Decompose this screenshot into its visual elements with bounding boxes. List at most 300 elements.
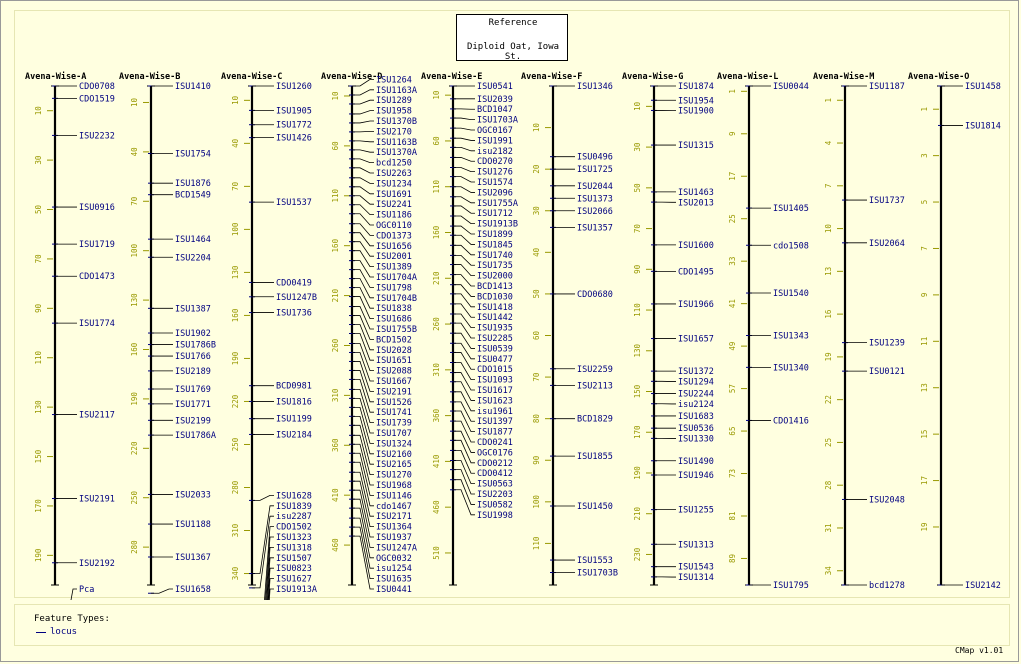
locus-label: BCD0981 xyxy=(276,381,312,392)
map-tick-label: 19 xyxy=(920,522,929,532)
locus-label: ISU1318 xyxy=(276,543,312,554)
map-tick-label: 100 xyxy=(231,222,240,237)
map-tick-label: 70 xyxy=(231,181,240,191)
map-title: Avena-Wise-C xyxy=(221,72,283,82)
locus-label: BCD1413 xyxy=(477,282,513,293)
locus-connector xyxy=(352,111,374,114)
locus-label: ISU1719 xyxy=(79,240,115,251)
locus-label: ISU1463 xyxy=(678,187,714,198)
reference-title: Reference xyxy=(488,18,538,28)
map-tick-label: 510 xyxy=(432,546,441,560)
locus-label: ISU1667 xyxy=(376,377,412,387)
map-tick-label: 160 xyxy=(130,342,139,357)
locus-connector xyxy=(352,168,374,173)
locus-label: ISU1340 xyxy=(773,363,809,374)
locus-label: ISU2066 xyxy=(577,206,613,217)
locus-label: ISU1937 xyxy=(376,533,412,543)
locus-connector xyxy=(352,150,374,152)
map-title: Avena-Wise-G xyxy=(622,72,684,82)
locus-connector xyxy=(453,167,475,171)
map-tick-label: 60 xyxy=(432,136,441,146)
map-tick-label: 11 xyxy=(920,336,929,346)
locus-label: ISU1247A xyxy=(376,543,417,554)
locus-connector xyxy=(453,314,475,328)
locus-label: ISU1876 xyxy=(175,179,211,190)
locus-label: ISU1507 xyxy=(276,553,312,564)
map-tick-label: 17 xyxy=(920,476,929,486)
locus-label: ISU1741 xyxy=(376,408,412,419)
map-tick-label: 15 xyxy=(920,429,929,439)
locus-label: isu2124 xyxy=(678,399,714,410)
locus-connector xyxy=(352,343,374,370)
map-tick-label: 40 xyxy=(532,247,541,257)
map-tick-label: 310 xyxy=(331,388,340,403)
map-tick-label: 260 xyxy=(432,317,441,331)
locus-label: CDO1373 xyxy=(376,231,412,242)
map-tick-label: 13 xyxy=(824,266,833,276)
locus-label: ISU1289 xyxy=(376,96,412,107)
locus-label: ISU1373 xyxy=(577,194,613,205)
locus-label: ISU1418 xyxy=(477,302,513,313)
locus-label: ISU1958 xyxy=(376,106,412,117)
locus-label: ISU2096 xyxy=(477,188,513,199)
locus-connector xyxy=(453,206,475,213)
map-tick-label: 19 xyxy=(824,352,833,362)
locus-label: ISU1739 xyxy=(376,418,412,429)
locus-label: ISU2117 xyxy=(79,410,115,421)
locus-label: ISU1913A xyxy=(276,585,317,595)
locus-label: OGC0110 xyxy=(376,221,412,231)
locus-label: ISU1442 xyxy=(477,313,513,324)
map-tick-label: 25 xyxy=(824,437,833,447)
map-tick-label: 30 xyxy=(532,206,541,216)
map-tick-label: 230 xyxy=(633,547,642,562)
locus-label: isu2182 xyxy=(477,146,513,157)
locus-label: ISU1146 xyxy=(376,491,412,502)
locus-label: ISU1771 xyxy=(175,399,211,410)
locus-label: ISU1902 xyxy=(175,329,211,340)
locus-connector xyxy=(453,285,475,297)
locus-label: ISU1656 xyxy=(376,241,412,252)
feature-types-panel xyxy=(14,604,1010,646)
locus-label: ISU1845 xyxy=(477,240,513,251)
map-tick-label: 360 xyxy=(432,408,441,423)
map-title: Avena-Wise-F xyxy=(521,72,583,82)
map-tick-label: 110 xyxy=(432,179,441,194)
map-tick-label: 130 xyxy=(231,265,240,280)
map-tick-label: 81 xyxy=(728,511,737,521)
map-tick-label: 50 xyxy=(532,289,541,299)
locus-label: CDO0419 xyxy=(276,278,312,289)
map-tick-label: 1 xyxy=(920,106,929,112)
map-tick-label: 460 xyxy=(432,500,441,514)
map-tick-label: 150 xyxy=(633,384,642,399)
locus-label: ISU2199 xyxy=(175,416,211,427)
map-tick-label: 33 xyxy=(728,256,737,266)
map-tick-label: 50 xyxy=(633,183,642,193)
map-tick-label: 220 xyxy=(130,441,139,456)
locus-connector xyxy=(453,187,475,193)
locus-label: ISU1627 xyxy=(276,574,312,585)
map-tick-label: 1 xyxy=(824,97,833,103)
map-tick-label: 30 xyxy=(633,142,642,152)
map-tick-label: 25 xyxy=(728,214,737,224)
locus-label: ISU1343 xyxy=(773,331,809,342)
locus-label: ISU1991 xyxy=(477,136,513,147)
map-tick-label: 190 xyxy=(633,466,642,480)
locus-label: ISU1405 xyxy=(773,204,809,215)
locus-label: CDO0212 xyxy=(477,458,513,469)
map-tick-label: 90 xyxy=(633,264,642,274)
map-title: Avena-Wise-A xyxy=(25,72,87,82)
locus-connector xyxy=(352,334,374,361)
locus-connector xyxy=(352,352,374,381)
map-tick-label: 40 xyxy=(130,147,139,157)
locus-label: OGC0167 xyxy=(477,126,513,137)
map-tick-label: 150 xyxy=(34,449,43,464)
locus-connector xyxy=(352,307,374,329)
locus-label: ISU2191 xyxy=(79,494,115,505)
map-tick-label: 130 xyxy=(34,400,43,414)
map-tick-label: 280 xyxy=(130,540,139,554)
locus-connector xyxy=(453,216,475,224)
locus-label: BCD1502 xyxy=(376,335,412,346)
map-tick-label: 50 xyxy=(34,204,43,215)
locus-label: ISU1093 xyxy=(477,375,513,386)
map-tick-label: 210 xyxy=(331,288,340,303)
map-tick-label: 190 xyxy=(231,351,240,366)
locus-label: ISU1704A xyxy=(376,273,417,283)
locus-label: ISU0044 xyxy=(773,82,809,92)
map-tick-label: 110 xyxy=(34,350,43,365)
locus-connector xyxy=(352,233,374,246)
locus-label: BCD1047 xyxy=(477,105,513,116)
locus-connector xyxy=(453,128,475,130)
map-tick-label: 7 xyxy=(920,246,929,251)
locus-connector xyxy=(352,196,374,204)
locus-label: ISU1574 xyxy=(477,178,513,189)
map-tick-label: 31 xyxy=(824,523,833,533)
locus-label: ISU1635 xyxy=(376,574,412,585)
locus-connector xyxy=(453,138,475,140)
locus-connector xyxy=(352,425,374,464)
locus-label: ISU1966 xyxy=(678,299,714,310)
map-title: Avena-Wise-O xyxy=(908,72,970,82)
locus-connector xyxy=(453,333,475,348)
locus-connector xyxy=(352,279,374,298)
map-tick-label: 10 xyxy=(532,123,541,133)
locus-connector xyxy=(55,589,77,600)
locus-label: ISU2232 xyxy=(79,131,115,142)
map-tick-label: 340 xyxy=(231,566,240,581)
locus-label: ISU1712 xyxy=(477,209,513,220)
map-tick-label: 110 xyxy=(532,536,541,551)
locus-label: ISU1389 xyxy=(376,262,412,273)
locus-label: ISU1410 xyxy=(175,82,211,92)
locus-connector xyxy=(252,495,274,500)
locus-connector xyxy=(453,255,475,265)
locus-label: ISU1543 xyxy=(678,562,714,573)
locus-label: ISU1725 xyxy=(577,165,613,176)
locus-label: ISU1786B xyxy=(175,340,216,351)
locus-connector xyxy=(453,177,475,182)
locus-label: ISU1691 xyxy=(376,189,412,200)
locus-label: ISU1703B xyxy=(577,568,618,579)
locus-label: CDO0412 xyxy=(477,469,513,480)
locus-connector xyxy=(252,568,274,600)
locus-connector xyxy=(352,370,374,401)
locus-connector xyxy=(352,131,374,132)
locus-label: ISU1186 xyxy=(376,210,412,221)
locus-label: BCD1030 xyxy=(477,292,513,303)
locus-label: ISU1163B xyxy=(376,137,417,148)
locus-label: ISU1294 xyxy=(678,377,714,388)
map-tick-label: 60 xyxy=(331,141,340,151)
map-tick-label: 60 xyxy=(532,330,541,341)
locus-label: ISU1247B xyxy=(276,292,317,303)
locus-label: ISU2241 xyxy=(376,200,412,211)
map-tick-label: 160 xyxy=(231,308,240,323)
locus-connector xyxy=(453,197,475,203)
map-tick-label: 13 xyxy=(920,383,929,393)
map-tick-label: 10 xyxy=(34,106,43,116)
map-tick-label: 41 xyxy=(728,299,737,309)
locus-label: ISU1199 xyxy=(276,414,312,425)
locus-label: ISU1657 xyxy=(678,334,714,345)
map-tick-label: 170 xyxy=(633,425,642,440)
locus-label: ISU1276 xyxy=(477,167,513,178)
locus-label: ISU0541 xyxy=(477,82,513,92)
locus-label: ISU0582 xyxy=(477,500,513,511)
locus-label: ISU2113 xyxy=(577,381,613,392)
locus-label: ISU1704B xyxy=(376,293,417,304)
locus-label: ISU2142 xyxy=(965,581,1001,591)
locus-connector xyxy=(352,90,374,95)
map-title: Avena-Wise-L xyxy=(717,72,779,82)
map-tick-label: 410 xyxy=(331,488,340,502)
map-tick-label: 89 xyxy=(728,553,737,563)
locus-label: ISU2088 xyxy=(376,366,412,377)
locus-label: ISU2285 xyxy=(477,334,513,345)
map-tick-label: 250 xyxy=(130,490,139,505)
locus-label: OGC0032 xyxy=(376,553,412,564)
map-tick-label: 310 xyxy=(231,523,240,538)
locus-label: ISU1324 xyxy=(376,439,412,450)
locus-connector xyxy=(453,460,475,483)
map-tick-label: 130 xyxy=(130,293,139,307)
locus-connector xyxy=(252,589,274,600)
map-tick-label: 73 xyxy=(728,469,737,479)
map-tick-label: 16 xyxy=(824,309,833,319)
locus-label: ISU1774 xyxy=(79,319,115,330)
locus-label: ISU1387 xyxy=(175,304,211,315)
locus-label: ISU1816 xyxy=(276,397,312,408)
map-tick-label: 220 xyxy=(231,394,240,409)
locus-label: ISU1364 xyxy=(376,522,412,533)
locus-label: ISU1163A xyxy=(376,85,417,96)
locus-label: ISU1651 xyxy=(376,356,412,367)
locus-connector xyxy=(151,589,173,593)
locus-label: ISU1188 xyxy=(175,520,211,531)
locus-label: ISU2013 xyxy=(678,198,714,209)
locus-label: ISU1397 xyxy=(477,417,513,428)
locus-label: ISU1490 xyxy=(678,456,714,467)
locus-label: ISU1877 xyxy=(477,427,513,438)
locus-label: ISU1755A xyxy=(477,198,518,209)
locus-connector xyxy=(352,100,374,104)
locus-connector xyxy=(352,178,374,184)
locus-label: ISU1683 xyxy=(678,411,714,422)
locus-connector xyxy=(352,214,374,225)
locus-label: ISU2244 xyxy=(678,389,714,400)
locus-label: ISU2028 xyxy=(376,345,412,356)
locus-label: CDO1473 xyxy=(79,272,115,283)
locus-label: ISU1323 xyxy=(276,533,312,543)
map-tick-label: 70 xyxy=(130,196,139,206)
map-tick-label: 170 xyxy=(34,499,43,513)
map-tick-label: 34 xyxy=(824,566,833,576)
locus-label: ISU1703A xyxy=(477,115,518,126)
map-tick-label: 100 xyxy=(130,243,139,258)
map-tick-label: 190 xyxy=(130,392,139,406)
locus-label: ISU2165 xyxy=(376,460,412,471)
locus-connector xyxy=(352,325,374,350)
map-tick-label: 70 xyxy=(532,372,541,382)
locus-connector xyxy=(352,316,374,340)
locus-label: ISU1954 xyxy=(678,96,714,107)
locus-label: ISU1458 xyxy=(965,82,1001,92)
locus-label: CDO0680 xyxy=(577,289,613,300)
feature-types-title: Feature Types: xyxy=(34,614,110,624)
locus-label: ISU0563 xyxy=(477,479,513,490)
map-tick-label: 210 xyxy=(432,271,441,286)
cmap-version: CMap v1.01 xyxy=(955,646,1004,655)
locus-connector xyxy=(352,224,374,236)
map-tick-label: 9 xyxy=(920,292,929,298)
map-tick-label: 1 xyxy=(728,89,737,94)
locus-connector xyxy=(352,205,374,215)
map-tick-label: 30 xyxy=(34,155,43,165)
map-tick-label: 70 xyxy=(34,254,43,264)
locus-label: ISU1540 xyxy=(773,289,809,300)
locus-connector xyxy=(352,141,374,142)
locus-label: ISU1255 xyxy=(678,505,714,516)
locus-label: BCD1549 xyxy=(175,190,211,201)
locus-connector xyxy=(453,490,475,515)
locus-label: ISU2000 xyxy=(477,271,513,282)
map-tick-label: 360 xyxy=(331,438,340,453)
locus-label: ISU1946 xyxy=(678,471,714,482)
locus-label: BCD1829 xyxy=(577,414,613,425)
locus-label: ISU2170 xyxy=(376,127,412,138)
locus-label: ISU1367 xyxy=(175,553,211,564)
map-tick-label: 460 xyxy=(331,538,340,552)
locus-label: CDO1495 xyxy=(678,267,714,278)
map-tick-label: 10 xyxy=(824,224,833,234)
map-tick-label: 10 xyxy=(331,91,340,101)
locus-label: ISU1798 xyxy=(376,283,412,294)
locus-legend-swatch xyxy=(36,632,46,633)
locus-connector xyxy=(453,304,475,317)
locus-label: ISU0539 xyxy=(477,344,513,355)
locus-connector xyxy=(453,157,475,161)
map-tick-label: 5 xyxy=(920,199,929,205)
map-tick-label: 9 xyxy=(728,131,737,137)
locus-connector xyxy=(453,402,475,421)
map-tick-label: 10 xyxy=(633,101,642,111)
locus-label: CDO0270 xyxy=(477,157,513,168)
map-tick-label: 28 xyxy=(824,480,833,490)
map-tick-label: 410 xyxy=(432,454,441,469)
locus-label: ISU1737 xyxy=(869,196,905,207)
locus-label: ISU1346 xyxy=(577,82,613,92)
locus-label: ISU1623 xyxy=(477,396,513,407)
locus-label: ISU0441 xyxy=(376,585,412,595)
map-tick-label: 260 xyxy=(331,338,340,353)
locus-label: CDO1519 xyxy=(79,94,115,105)
locus-connector xyxy=(453,235,475,244)
locus-label: ISU1814 xyxy=(965,121,1001,132)
map-tick-label: 160 xyxy=(331,238,340,253)
map-tick-label: 210 xyxy=(633,506,642,521)
locus-label: ISU1755B xyxy=(376,325,417,335)
map-tick-label: 65 xyxy=(728,426,737,436)
locus-label: ISU2259 xyxy=(577,364,613,375)
locus-label: ISU1935 xyxy=(477,323,513,334)
locus-label: ISU1239 xyxy=(869,338,905,349)
map-title: Avena-Wise-M xyxy=(813,72,875,82)
map-tick-label: 100 xyxy=(532,495,541,509)
locus-label: isu2287 xyxy=(276,512,312,523)
locus-label: ISU1464 xyxy=(175,235,211,246)
locus-connector xyxy=(352,361,374,391)
map-tick-label: 10 xyxy=(231,95,240,105)
map-tick-label: 49 xyxy=(728,341,737,351)
locus-label: ISU1330 xyxy=(678,434,714,445)
locus-label: ISU2192 xyxy=(79,558,115,569)
locus-label: ISU1264 xyxy=(376,75,412,86)
locus-label: ISU0477 xyxy=(477,354,513,365)
locus-label: ISU2204 xyxy=(175,253,211,264)
locus-label: ISU1874 xyxy=(678,82,714,92)
locus-connector xyxy=(352,187,374,194)
locus-label: ISU1899 xyxy=(477,230,513,241)
locus-label: ISU1658 xyxy=(175,585,211,595)
locus-legend-label: locus xyxy=(50,627,78,637)
locus-label: ISU1754 xyxy=(175,149,211,160)
locus-label: ISU1628 xyxy=(276,491,312,502)
map-tick-label: 70 xyxy=(633,224,642,234)
locus-label: ISU1772 xyxy=(276,120,312,131)
locus-connector xyxy=(453,323,475,338)
locus-label: ISU1905 xyxy=(276,106,312,117)
locus-connector xyxy=(453,294,475,307)
locus-label: ISU1426 xyxy=(276,133,312,144)
locus-label: ISU1838 xyxy=(376,304,412,315)
locus-label: ISU1795 xyxy=(773,581,809,591)
map-tick-label: 310 xyxy=(432,363,441,377)
locus-label: ISU1313 xyxy=(678,540,714,551)
locus-label: ISU2160 xyxy=(376,449,412,460)
map-tick-label: 10 xyxy=(130,97,139,107)
map-tick-label: 110 xyxy=(331,189,340,203)
locus-label: ISU0121 xyxy=(869,367,905,378)
locus-label: ISU2171 xyxy=(376,512,412,523)
locus-label: ISU1900 xyxy=(678,106,714,117)
map-tick-label: 40 xyxy=(231,138,240,148)
map-title: Avena-Wise-E xyxy=(421,72,483,82)
locus-label: ISU1766 xyxy=(175,352,211,363)
